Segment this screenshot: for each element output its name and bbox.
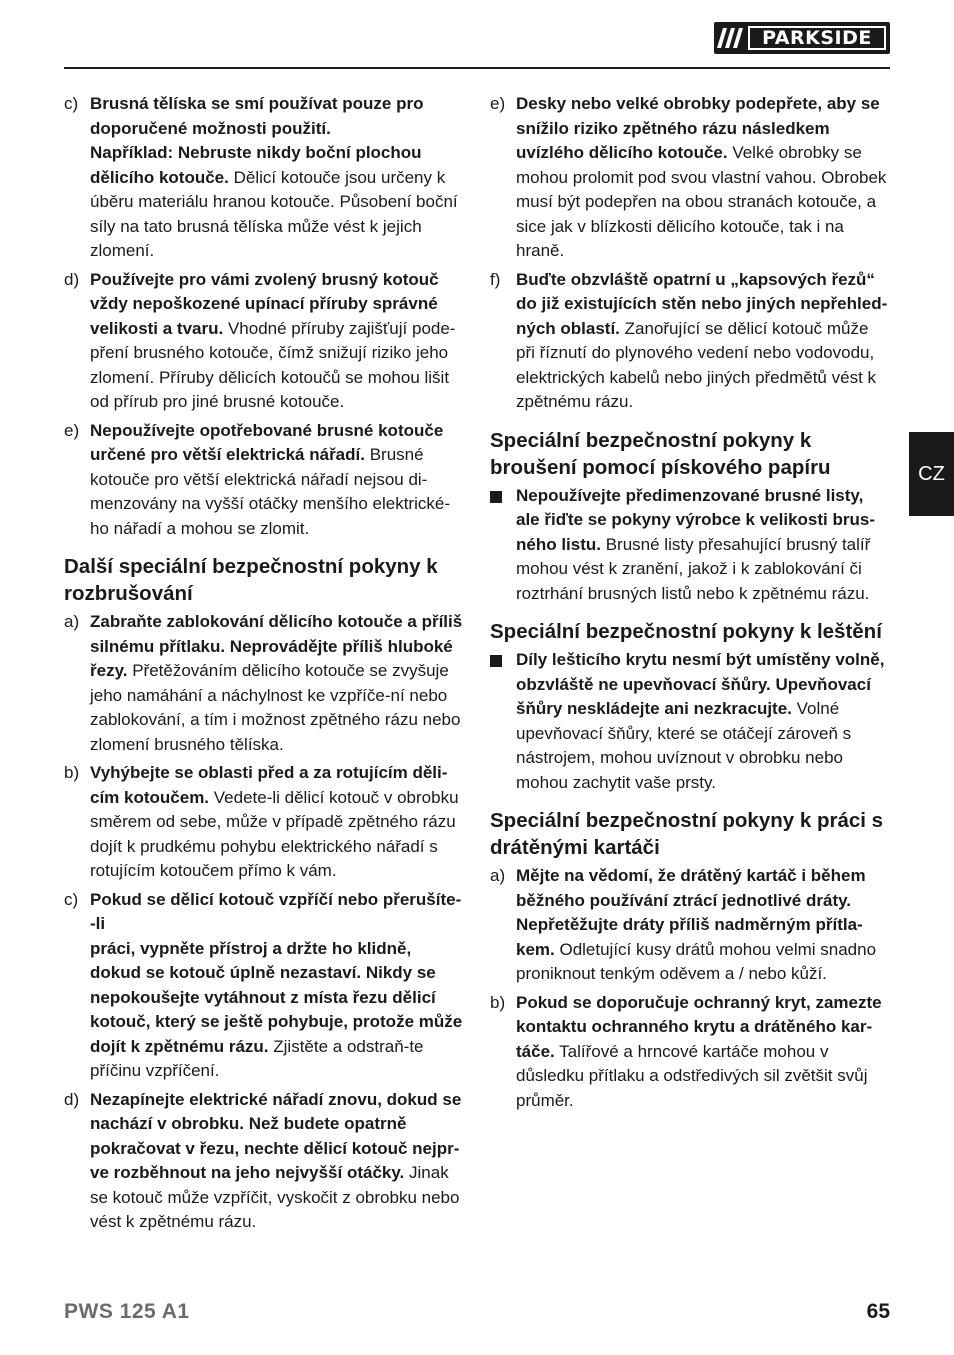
right-column [490,92,890,1117]
section-heading: Speciální bezpečnostní pokyny k leštění [490,620,882,643]
square-bullet-icon [490,484,516,607]
item-normal-text: Odletující kusy drátů mohou velmi snadno proniknout tenkým oděvem a / nebo kůží. [516,939,877,983]
brand-name: PARKSIDE [748,26,886,50]
item-label: e) [64,420,80,440]
list-item [64,268,464,415]
item-normal-text: Brusné listy přesahující brusný talíř mohou vést k zranění, jakož i k zablokování či roztrhání brusných listů nebo k zpětnému rázu. [516,534,871,603]
item-text [90,888,464,1084]
list-item [64,419,464,542]
item-bold-text: Buďte obzvláště opatrní u „kapsových řezů“ do již existujících stěn nebo jiných nepřehled-ných oblastí. [516,269,888,338]
item-normal-text: Brusné kotouče pro větší elektrická nářadí nejsou di-menzovány na vyšší otáčky menšího elektrické-ho nářadí a mohou se zlomit. [90,445,450,538]
item-normal-text: Velké obrobky se mohou prolomit pod svou vlastní vahou. Obrobek musí být podepřen na obou stranách kotouče, a sice jak v blízkosti dělicího kotouče, tak i na hraně. [516,143,887,260]
item-label: f) [490,269,501,289]
item-label: e) [490,94,506,113]
item-text [90,92,464,264]
item-bold-text: Díly lešticího krytu nesmí být umístěny volně, obzvláště ne upevňovací šňůry. Upevňovací šňůry neskládejte ani nezkracujte. [516,650,885,718]
item-bold-text: Brusná tělíska se smí používat pouze pro doporučené možnosti použití. Například: Nebruste nikdy boční plochou dělicího kotouče. [90,94,424,187]
list-item [64,610,464,757]
header-rule [64,67,890,69]
item-normal-text: Zanořující se dělicí kotouč může při říznutí do plynového vedení nebo vodovodu, elektrických kabelů nebo jiných předmětů vést k zpětnému rázu. [516,318,877,411]
item-normal-text: Přetěžováním dělicího kotouče se zvyšuje jeho namáhání a náchylnost ke vzpříče-ní nebo zablokování, a tím i možnost zpětného rázu nebo zlomení brusného tělíska. [90,661,461,754]
item-label: a) [490,866,506,885]
section-heading: Další speciální bezpečnostní pokyny k rozbrušování [64,555,438,605]
item-label: c) [64,889,79,909]
item-bold-text: Desky nebo velké obrobky podepřete, aby se snížilo riziko zpětného rázu následkem uvízlého dělicího kotouče. [516,94,880,162]
bullet-item [490,484,890,607]
item-text [516,864,890,987]
logo-stripes-icon [714,22,748,54]
list-item [490,92,890,264]
language-tab: CZ [909,432,954,516]
item-normal-text: Zjistěte a odstraň-te příčinu vzpříčení. [90,1036,424,1080]
item-bold-text: Pokud se dělicí kotouč vzpříčí nebo přerušíte- -li práci, vypněte přístroj a držte ho klidně, dokud se kotouč úplně nezastaví. Nikdy se nepokoušejte vytáhnout z místa řezu dělicí kotouč, který se ještě pohybuje, protože může dojít k zpětnému rázu. [90,889,463,1056]
square-bullet-icon [490,648,516,795]
list-item [490,864,890,987]
item-bold-text: Používejte pro vámi zvolený brusný kotouč vždy nepoškozené upínací příruby správné velikosti a tvaru. [90,269,439,338]
item-normal-text: Vedete-li dělicí kotouč v obrobku směrem od sebe, může v případě zpětného rázu dojít k prudkému pohybu elektrického nářadí s rotujícím kotoučem přímo k vám. [90,787,459,880]
item-text [90,419,464,542]
section-heading: Speciální bezpečnostní pokyny k práci s drátěnými kartáči [490,809,884,859]
item-normal-text: Dělicí kotouče jsou určeny k úběru materiálu hranou kotouče. Působení boční síly na tato brusná tělíska může vést k jejich zlomení. [90,167,458,260]
item-text [90,761,464,884]
item-text [516,484,890,607]
item-text [516,991,890,1114]
list-item [64,92,464,264]
item-normal-text: Volné upevňovací šňůry, které se otáčejí zároveň s nástrojem, mohou uvíznout v obrobku nebo mohou zachytit vaše prsty. [516,699,852,792]
list-item [64,761,464,884]
item-text [516,92,890,264]
list-item [490,268,890,415]
item-bold-text: Vyhýbejte se oblasti před a za rotujícím děli-cím kotoučem. [90,763,448,807]
item-label: c) [64,94,79,113]
item-text [90,610,464,757]
item-bold-text: Pokud se doporučuje ochranný kryt, zamezte kontaktu ochranného krytu a drátěného kar-táče. [516,992,882,1061]
item-bold-text: Nezapínejte elektrické nářadí znovu, dokud se nachází v obrobku. Než budete opatrně pokračovat v řezu, nechte dělicí kotouč nejpr-ve rozběhnout na jeho nejvyšší otáčky. [90,1089,462,1182]
item-bold-text: Nepoužívejte předimenzované brusné listy, ale řiďte se pokyny výrobce k velikosti brus-ného listu. [516,485,875,554]
item-label: d) [64,1089,80,1109]
item-label: d) [64,269,80,289]
item-bold-text: Nepoužívejte opotřebované brusné kotouče určené pro větší elektrická nářadí. [90,420,444,464]
item-text [90,1088,464,1235]
left-column [64,92,464,1239]
model-number: PWS 125 A1 [64,1300,190,1323]
section-heading: Speciální bezpečnostní pokyny k broušení pomocí pískového papíru [490,428,831,479]
item-label: b) [64,763,80,782]
item-normal-text: Jinak se kotouč může vzpříčit, vyskočit z obrobku nebo vést k zpětnému rázu. [90,1163,460,1231]
item-normal-text: Vhodné příruby zajišťují pode-pření brusného kotouče, čímž snižují riziko jeho zlomení. Příruby dělicích kotoučů se mohou lišit od přírub pro jiné brusné kotouče. [90,318,456,411]
item-label: b) [490,992,506,1012]
item-label: a) [64,612,80,631]
item-text [516,268,890,415]
item-bold-text: Mějte na vědomí, že drátěný kartáč i během běžného používání ztrácí jednotlivé dráty. Nepřetěžujte dráty příliš nadměrným přítla-kem. [516,866,866,959]
item-bold-text: Zabraňte zablokování dělicího kotouče a příliš silnému přítlaku. Neprovádějte příliš hluboké řezy. [90,612,463,680]
list-item [64,888,464,1084]
item-text [516,648,890,795]
list-item [64,1088,464,1235]
list-item [490,991,890,1114]
parkside-logo [714,22,890,54]
bullet-item [490,648,890,795]
page-number: 65 [866,1300,890,1323]
item-text [90,268,464,415]
item-normal-text: Talířové a hrncové kartáče mohou v důsledku přítlaku a odstředivých sil zvětšit svůj průměr. [516,1041,868,1110]
